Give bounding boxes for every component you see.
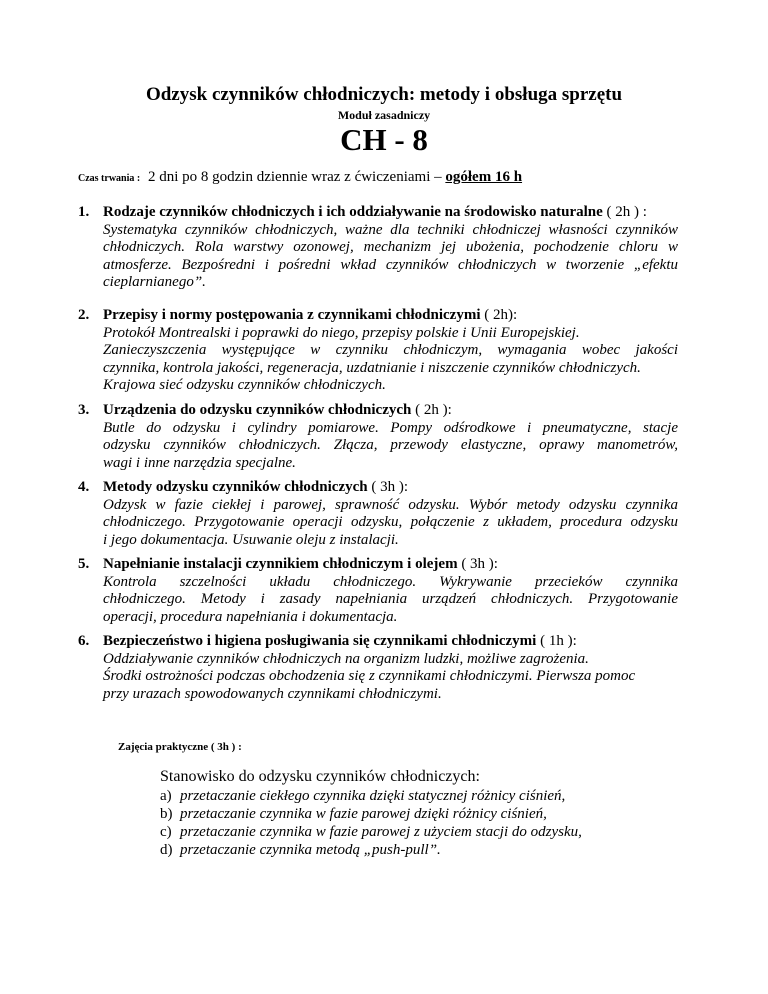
duration-total: ogółem 16 h [445,169,523,185]
document-title: Odzysk czynników chłodniczych: metody i obsługa sprzętu [145,84,623,105]
section-4 [78,479,678,549]
station-title: Stanowisko do odzysku czynników chłodniczych: [160,768,480,785]
section-hours: ( 1h ): [536,633,577,649]
section-title: Napełnianie instalacji czynnikiem chłodniczym i olejem [103,556,458,572]
list-item-text: przetaczanie ciekłego czynnika dzięki statycznej różnicy ciśnień, [180,788,566,804]
practical-suffix: ) : [228,741,242,753]
description-line: Środki ostrożności podczas obchodzenia się z czynnikami chłodniczymi. Pierwsza pomoc [103,668,636,684]
section-title: Bezpieczeństwo i higiena posługiwania się czynnikami chłodniczymi [103,633,537,649]
section-heading [103,479,678,497]
description-line: Krajowa sieć odzysku czynników chłodniczych. [103,377,386,393]
list-item [160,823,582,841]
description-line: cieplarnianego”. [103,274,206,290]
description-line: Oddziaływanie czynników chłodniczych na organizm ludzki, możliwe zagrożenia. [103,650,589,667]
section-number: 5. [78,556,90,572]
document-subtitle: Moduł zasadniczy [337,108,431,122]
description-line: Odzysk w fazie ciekłej i parowej, sprawność odzysku. Wybór metody odzysku czynnika [103,496,678,513]
description-line: wagi i inne narzędzia specjalne. [103,454,296,471]
list-marker: a) [160,788,172,804]
section-heading [103,402,678,420]
section-number: 4. [78,479,90,495]
section-description [103,497,678,550]
section-title: Metody odzysku czynników chłodniczych [103,479,368,495]
section-5 [78,556,678,626]
section-6 [78,633,678,703]
description-line: czynnika, kontrola jakości, regeneracja, uzdatnianie i niszczenie czynników chłodniczych. [103,359,641,376]
section-heading [103,633,678,651]
list-item-text: przetaczanie czynnika w fazie parowej dzięki różnicy ciśnień, [180,806,547,822]
list-item [160,841,582,859]
description-line: i jego dokumentacja. Usuwanie oleju z instalacji. [103,531,399,548]
section-description [103,325,678,395]
section-number: 6. [78,633,90,649]
section-title: Urządzenia do odzysku czynników chłodniczych [103,402,412,418]
duration-text: 2 dni po 8 godzin dziennie wraz z ćwiczeniami – [147,169,446,185]
section-2 [78,307,678,395]
section-3 [78,402,678,472]
practical-hours: 3h [217,741,229,753]
module-code: CH - 8 [340,122,428,157]
list-item [160,805,582,823]
description-line: Butle do odzysku i cylindry pomiarowe. Pompy odśrodkowe i pneumatyczne, stacje [103,419,678,436]
list-item-text: przetaczanie czynnika metodą „push-pull”. [180,842,441,858]
section-hours: ( 2h ): [411,402,452,418]
list-item [160,787,582,805]
duration-line [78,169,522,186]
section-title: Przepisy i normy postępowania z czynnikami chłodniczymi [103,307,481,323]
section-hours: ( 2h): [480,307,518,323]
section-heading [103,204,678,222]
section-hours: ( 3h ): [457,556,498,572]
section-description [103,651,678,704]
description-line: Systematyka czynników chłodniczych, ważne dla techniki chłodniczej własności czynników [103,221,678,238]
practical-list [160,787,582,859]
list-marker: b) [160,806,173,822]
practical-heading [118,741,242,753]
section-title: Rodzaje czynników chłodniczych i ich oddziaływanie na środowisko naturalne [103,204,603,220]
duration-label: Czas trwania : [78,173,141,184]
section-heading [103,556,678,574]
description-line: operacji, procedura napełniania i dokumentacja. [103,608,398,625]
description-line: Kontrola szczelności układu chłodniczego. Wykrywanie przecieków czynnika [103,573,678,590]
description-line: chłodniczego. Przygotowanie operacji odzysku, połączenie z układem, procedura odzysku [103,514,678,530]
section-1 [78,204,678,292]
description-line: odzysku czynników chłodniczych. Złącza, przewody elastyczne, oprawy manometrów, [103,437,678,453]
description-line: atmosferze. Bezpośredni i pośredni wkład czynników chłodniczych w tworzenie „efektu [103,256,678,273]
list-item-text: przetaczanie czynnika w fazie parowej z użyciem stacji do odzysku, [180,824,582,840]
section-description [103,420,678,473]
description-line: chłodniczego. Metody i zasady napełniania urządzeń chłodniczych. Przygotowanie [103,591,678,607]
section-description [103,574,678,627]
description-line: chłodniczych. Rola warstwy ozonowej, mechanizm jej ubożenia, pochodzenie chloru w [103,239,678,255]
section-number: 2. [78,307,90,323]
list-marker: d) [160,842,173,858]
description-line: Protokół Montrealski i poprawki do niego, przepisy polskie i Unii Europejskiej. [103,324,580,341]
section-hours: ( 2h ) : [602,204,647,220]
section-number: 1. [78,204,90,220]
practical-label: Zajęcia praktyczne ( [118,741,218,753]
section-heading [103,307,678,325]
list-marker: c) [160,824,172,840]
section-description [103,222,678,292]
description-line: Zanieczyszczenia występujące w czynniku chłodniczym, wymagania wobec jakości [103,342,678,358]
section-number: 3. [78,402,90,418]
description-line: przy urazach spowodowanych czynnikami chłodniczymi. [103,685,442,702]
section-hours: ( 3h ): [367,479,409,495]
